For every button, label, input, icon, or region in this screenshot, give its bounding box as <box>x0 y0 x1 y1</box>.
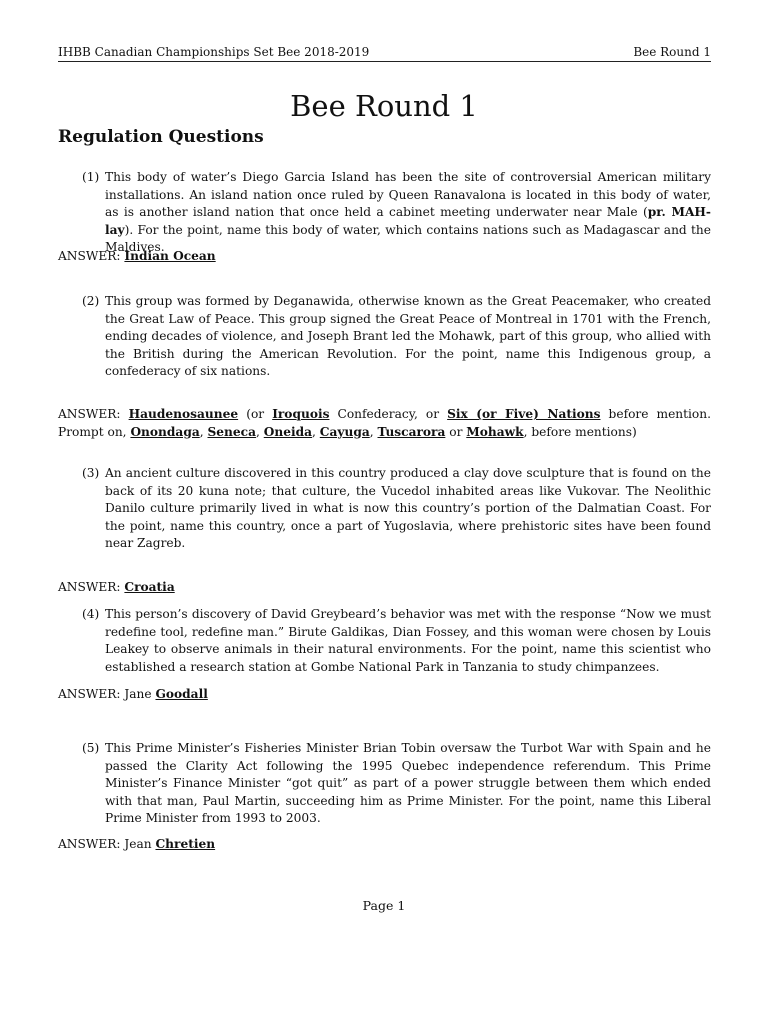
question-4 <box>82 606 711 676</box>
answer-1: ANSWER: Indian Ocean <box>58 249 216 263</box>
question-3 <box>82 465 711 553</box>
page-number: Page 1 <box>362 898 406 913</box>
answer-2: ANSWER: Haudenosaunee (or Iroquois Confederacy, or Six (or Five) Nations before mention. Prompt on, Onondaga, Seneca, Oneida, Cayuga, Tuscarora or Mohawk, before mentions) <box>58 407 711 439</box>
answer-5: ANSWER: Jean Chretien <box>58 837 216 851</box>
question-text: This body of water’s Diego Garcia Island has been the site of controversial American military installations. An island nation once ruled by Queen Ranavalona is located in this body of water, as is another island nation that once held a cabinet meeting underwater near Male (pr. MAH-lay). For the point, name this body of water, which contains nations such as Madagascar and the Maldives. <box>105 170 711 255</box>
answer-text: Croatia <box>124 580 175 594</box>
answer-text: Indian Ocean <box>124 249 216 263</box>
question-text: An ancient culture discovered in this country produced a clay dove sculpture that is found on the back of its 20 kuna note; that culture, the Vucedol inhabited areas like Vukovar. The Neolithic Danilo culture primarily lived in what is now this country’s portion of the Dalmatian Coast. For the point, name this country, once a part of Yugoslavia, where prehistoric sites have been found near Zagreb. <box>105 466 711 551</box>
page-title: Bee Round 1 <box>290 89 478 123</box>
question-number: (3) <box>82 466 100 480</box>
question-2 <box>82 293 711 381</box>
question-number: (2) <box>82 294 100 308</box>
pronunciation-guide: pr. MAH-lay <box>105 205 711 237</box>
answer-text: Haudenosaunee <box>128 407 239 421</box>
question-text: This Prime Minister’s Fisheries Minister Brian Tobin oversaw the Turbot War with Spain and he passed the Clarity Act following the 1995 Quebec independence referendum. This Prime Minister’s Finance Minister “got quit” as part of a power struggle between them which ended with that man, Paul Martin, succeeding him as Prime Minister. For the point, name this Liberal Prime Minister from 1993 to 2003. <box>105 741 711 826</box>
question-text: This group was formed by Deganawida, otherwise known as the Great Peacemaker, who created the Great Law of Peace. This group signed the Great Peace of Montreal in 1701 with the French, ending decades of violence, and Joseph Brant led the Mohawk, part of this group, who allied with the British during the American Revolution. For the point, name this Indigenous group, a confederacy of six nations. <box>105 294 711 379</box>
answer-3: ANSWER: Croatia <box>58 580 175 594</box>
header-round-name: Bee Round 1 <box>633 45 711 59</box>
answer-text: Chretien <box>155 837 216 851</box>
section-heading: Regulation Questions <box>58 127 264 147</box>
question-1 <box>82 169 711 257</box>
question-text: This person’s discovery of David Greybeard’s behavior was met with the response “Now we must redefine tool, redefine man.” Birute Galdikas, Dian Fossey, and this woman were chosen by Louis Leakey to observe animals in their natural environments. For the point, name this scientist who established a research station at Gombe National Park in Tanzania to study chimpanzees. <box>105 607 711 674</box>
answer-4: ANSWER: Jane Goodall <box>58 687 208 701</box>
question-number: (5) <box>82 741 100 755</box>
question-number: (1) <box>82 170 100 184</box>
question-number: (4) <box>82 607 100 621</box>
question-5 <box>82 740 711 828</box>
header-set-name: IHBB Canadian Championships Set Bee 2018-2019 <box>58 45 370 59</box>
answer-text: Goodall <box>155 687 208 701</box>
page-header <box>58 44 711 62</box>
